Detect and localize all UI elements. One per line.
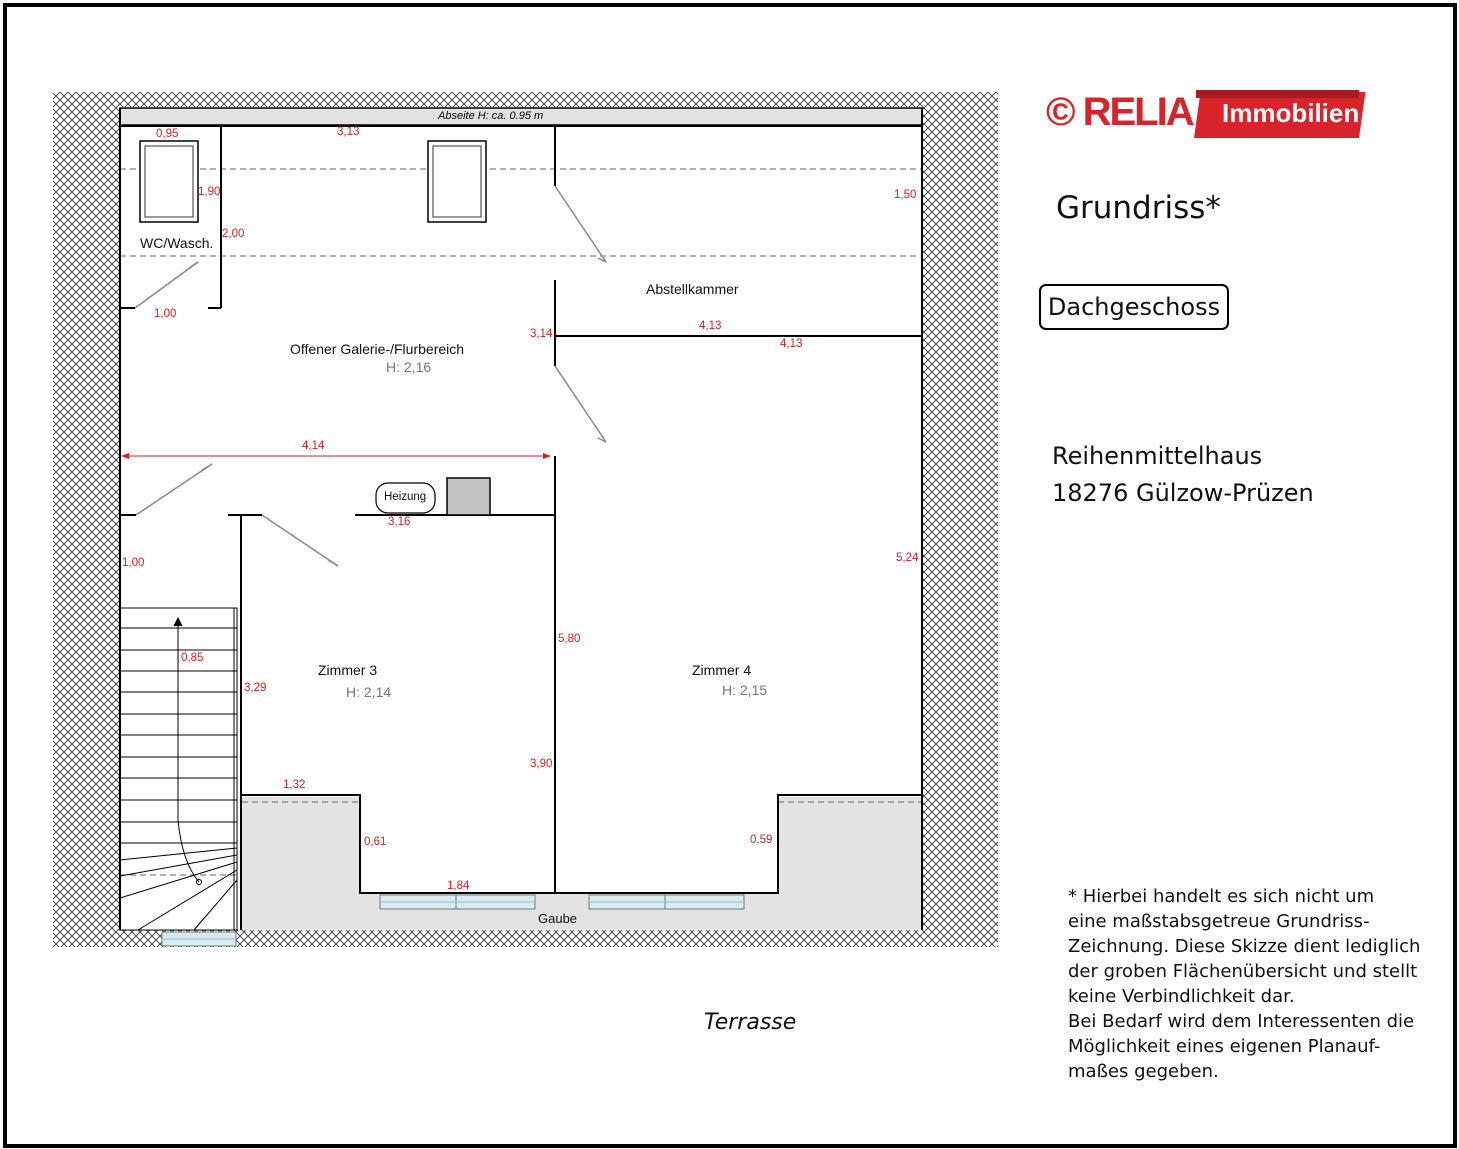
heizung-label: Heizung bbox=[384, 491, 427, 503]
heating-unit bbox=[447, 478, 490, 515]
stair-exit-window bbox=[162, 932, 236, 946]
dimension-label: 1,84 bbox=[447, 880, 470, 892]
room-label-galerie: Offener Galerie-/Flurbereich bbox=[290, 341, 465, 357]
wall-hatch-right bbox=[922, 107, 998, 930]
room-height-galerie: H: 2,16 bbox=[386, 359, 432, 375]
logo-mark: © RELIA bbox=[1046, 90, 1193, 134]
room-height-zimmer4: H: 2,15 bbox=[722, 682, 768, 698]
dimension-label: 1,50 bbox=[894, 189, 917, 201]
dimension-label: 3,16 bbox=[388, 516, 411, 528]
floor-badge: Dachgeschoss bbox=[1039, 284, 1229, 330]
disclaimer-line: * Hierbei handelt es sich nicht um bbox=[1068, 886, 1375, 907]
room-label-wc: WC/Wasch. bbox=[140, 235, 214, 251]
roof-hatch-top bbox=[53, 92, 998, 107]
dimension-label: 2,00 bbox=[222, 228, 245, 240]
disclaimer bbox=[1068, 884, 1428, 1084]
skylight-window-gallery bbox=[428, 141, 486, 222]
gaube-window-right bbox=[589, 895, 744, 909]
dimension-label: 4,14 bbox=[302, 440, 325, 452]
relia-logo bbox=[1046, 90, 1359, 140]
abseite-label: Abseite H: ca. 0.95 m bbox=[438, 110, 544, 122]
dimension-label: 4,13 bbox=[780, 338, 803, 350]
disclaimer-line: Möglichkeit eines eigenen Planauf- bbox=[1068, 1036, 1381, 1057]
dimension-label: 3,13 bbox=[337, 126, 360, 138]
disclaimer-line: keine Verbindlichkeit dar. bbox=[1068, 986, 1295, 1007]
disclaimer-line: Bei Bedarf wird dem Interessenten die bbox=[1068, 1011, 1415, 1032]
wall-hatch-left bbox=[53, 107, 120, 930]
room-label-abstellkammer: Abstellkammer bbox=[646, 281, 739, 297]
logo-suffix: Immobilien bbox=[1222, 98, 1360, 128]
disclaimer-line: der groben Flächenübersicht und stellt bbox=[1068, 961, 1418, 982]
disclaimer-line: maßes gegeben. bbox=[1068, 1061, 1219, 1082]
dimension-label: 1,00 bbox=[122, 557, 145, 569]
dimension-label: 3,90 bbox=[530, 758, 553, 770]
room-label-gaube: Gaube bbox=[538, 911, 578, 926]
property-address: 18276 Gülzow-Prüzen bbox=[1052, 479, 1314, 507]
dimension-arrow-414 bbox=[121, 453, 551, 459]
room-label-zimmer3: Zimmer 3 bbox=[318, 662, 378, 678]
dimension-label: 0,95 bbox=[156, 128, 179, 140]
page-title: Grundriss* bbox=[1056, 190, 1221, 226]
dimension-label: 3,29 bbox=[244, 682, 267, 694]
dimension-label: 0,61 bbox=[364, 836, 387, 848]
dimension-label: 5,24 bbox=[896, 552, 919, 564]
dimension-label: 5,80 bbox=[558, 633, 581, 645]
terrace-zone bbox=[242, 797, 922, 930]
property-type: Reihenmittelhaus bbox=[1052, 442, 1263, 470]
dimension-label: 0,59 bbox=[750, 834, 773, 846]
disclaimer-line: Zeichnung. Diese Skizze dient lediglich bbox=[1068, 936, 1421, 957]
gaube-window-left bbox=[380, 895, 535, 909]
dimension-label: 1,32 bbox=[283, 779, 306, 791]
dimension-label: 4,13 bbox=[699, 320, 722, 332]
logo-band-top bbox=[1196, 90, 1359, 98]
dimension-label: 1,00 bbox=[154, 308, 177, 320]
terrace-label: Terrasse bbox=[704, 1010, 797, 1035]
room-height-zimmer3: H: 2,14 bbox=[346, 684, 392, 700]
room-label-zimmer4: Zimmer 4 bbox=[692, 662, 752, 678]
skylight-window-wc bbox=[140, 141, 198, 222]
disclaimer-line: eine maßstabsgetreue Grundriss- bbox=[1068, 911, 1370, 932]
dimension-label: 3,14 bbox=[530, 328, 553, 340]
dimension-label: 0,85 bbox=[181, 652, 204, 664]
dimension-label: 1,90 bbox=[198, 186, 221, 198]
